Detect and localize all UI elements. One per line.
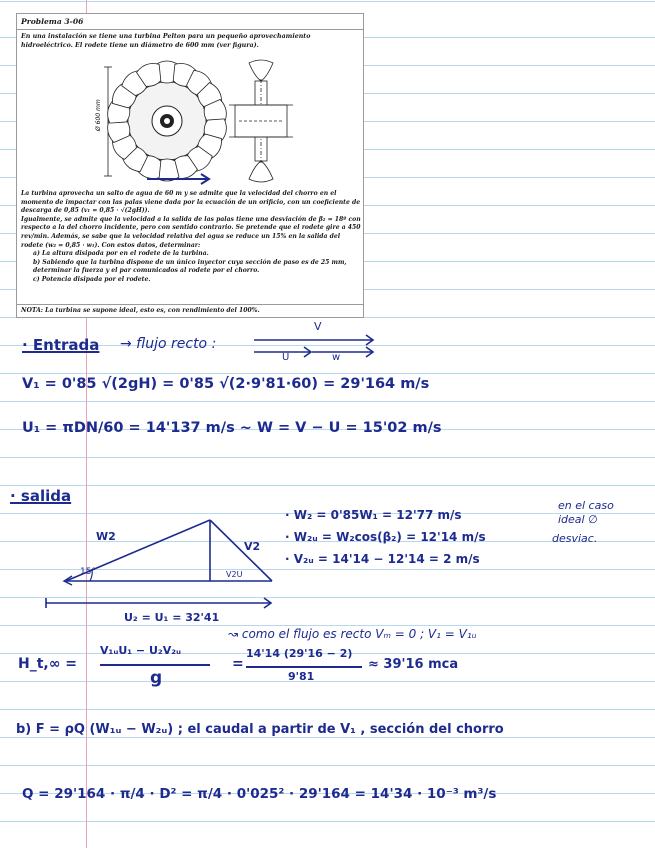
head-eq-denominator: g	[150, 668, 163, 688]
note-divider	[17, 304, 363, 305]
eq-w2: · W₂ = 0'85W₁ = 12'77 m/s	[285, 508, 462, 522]
eq-force: b) F = ρQ (W₁ᵤ − W₂ᵤ) ; el caudal a partir de V₁ , sección del chorro	[16, 722, 504, 737]
title-divider	[17, 29, 363, 30]
problem-body-2: Igualmente, se admite que la velocidad a la salida de las palas tiene una desviación de β₂ = 18º con respecto a la del chorro incidente, pero con sentido contrario. Se pretende que el rodete gire a 450 rev/min. Además, se sabe que la velocidad relativa del agua se reduce un 15% en la salida del rodete (w₂ = 0,85 · w₁). Con estos datos, determinar:	[21, 215, 361, 249]
side-note-line-2: ideal ∅	[558, 513, 598, 526]
w-label: w	[332, 352, 341, 363]
v2-label: V2	[244, 540, 261, 553]
head-eq-mid-fraction-bar	[246, 666, 362, 668]
side-note-line-3: desviac.	[552, 532, 598, 545]
head-eq-fraction-bar	[100, 664, 210, 666]
problem-item-c: c) Potencia disipada por el rodete.	[33, 275, 151, 283]
entrada-heading: · Entrada	[22, 336, 100, 354]
head-eq-mid-denominator: 9'81	[288, 670, 315, 683]
u-label: U	[282, 352, 290, 363]
problem-item-b: b) Sabiendo que la turbina dispone de un único inyector cuya sección de paso es de 25 mm, determinar la fuerza y el par comunicados al rodete por el chorro.	[33, 258, 347, 275]
head-eq-result: ≈ 39'16 mca	[368, 657, 459, 672]
problem-statement-box	[16, 13, 364, 318]
eq-v2u: · V₂ᵤ = 14'14 − 12'14 = 2 m/s	[285, 552, 480, 566]
salida-heading: · salida	[10, 487, 72, 505]
problem-body-1: La turbina aprovecha un salto de agua de 60 m y se admite que la velocidad del chorro en el momento de impactar con las palas viene dada por la ecuación de un orificio, con un coeficiente de descarga de 0,85 (v₁ = 0,85 · √(2gH)).	[21, 190, 361, 215]
v-label: V	[314, 320, 322, 333]
flujo-recto-condition: ↝ como el flujo es recto Vₘ = 0 ; V₁ = V₁ᵤ	[228, 627, 477, 641]
side-note-line-1: en el caso	[558, 499, 614, 512]
pelton-turbine-figure	[89, 59, 319, 185]
angle-15-label: 15°	[80, 567, 96, 577]
flujo-recto-label: → flujo recto :	[120, 336, 217, 352]
eq-flow-rate: Q = 29'164 · π/4 · D² = π/4 · 0'025² · 29'164 = 14'34 · 10⁻³ m³/s	[22, 786, 497, 802]
head-eq-numerator: V₁ᵤU₁ − U₂V₂ᵤ	[100, 644, 182, 657]
head-eq-equals: =	[232, 656, 244, 672]
pelton-runner-drawing	[106, 61, 228, 182]
problem-note: NOTA: La turbina se supone ideal, esto es, con rendimiento del 100%.	[21, 307, 260, 314]
u2-equation: U₂ = U₁ = 32'41	[124, 611, 220, 624]
problem-intro: En una instalación se tiene una turbina Pelton para un pequeño aprovechamiento hidroeléctrico. El rodete tiene un diámetro de 600 mm (ver figura).	[21, 33, 311, 49]
w2-label: W2	[96, 530, 116, 543]
problem-item-a: a) La altura disipada por en el rodete de la turbina.	[33, 250, 209, 258]
eq-w2u: · W₂ᵤ = W₂cos(β₂) = 12'14 m/s	[285, 530, 486, 544]
head-eq-mid-numerator: 14'14 (29'16 − 2)	[246, 647, 353, 660]
pelton-side-section	[229, 60, 293, 182]
problem-body	[21, 190, 361, 285]
head-eq-lhs: H_t,∞ =	[18, 656, 77, 672]
v2u-label: V2U	[226, 570, 243, 579]
eq-u1: U₁ = πDN/60 = 14'137 m/s ~ W = V − U = 15'02 m/s	[22, 420, 442, 436]
eq-v1: V₁ = 0'85 √(2gH) = 0'85 √(2·9'81·60) = 29'164 m/s	[22, 376, 430, 392]
diameter-label: Ø 600 mm	[95, 99, 102, 131]
problem-title: Problema 3-06	[21, 17, 84, 26]
